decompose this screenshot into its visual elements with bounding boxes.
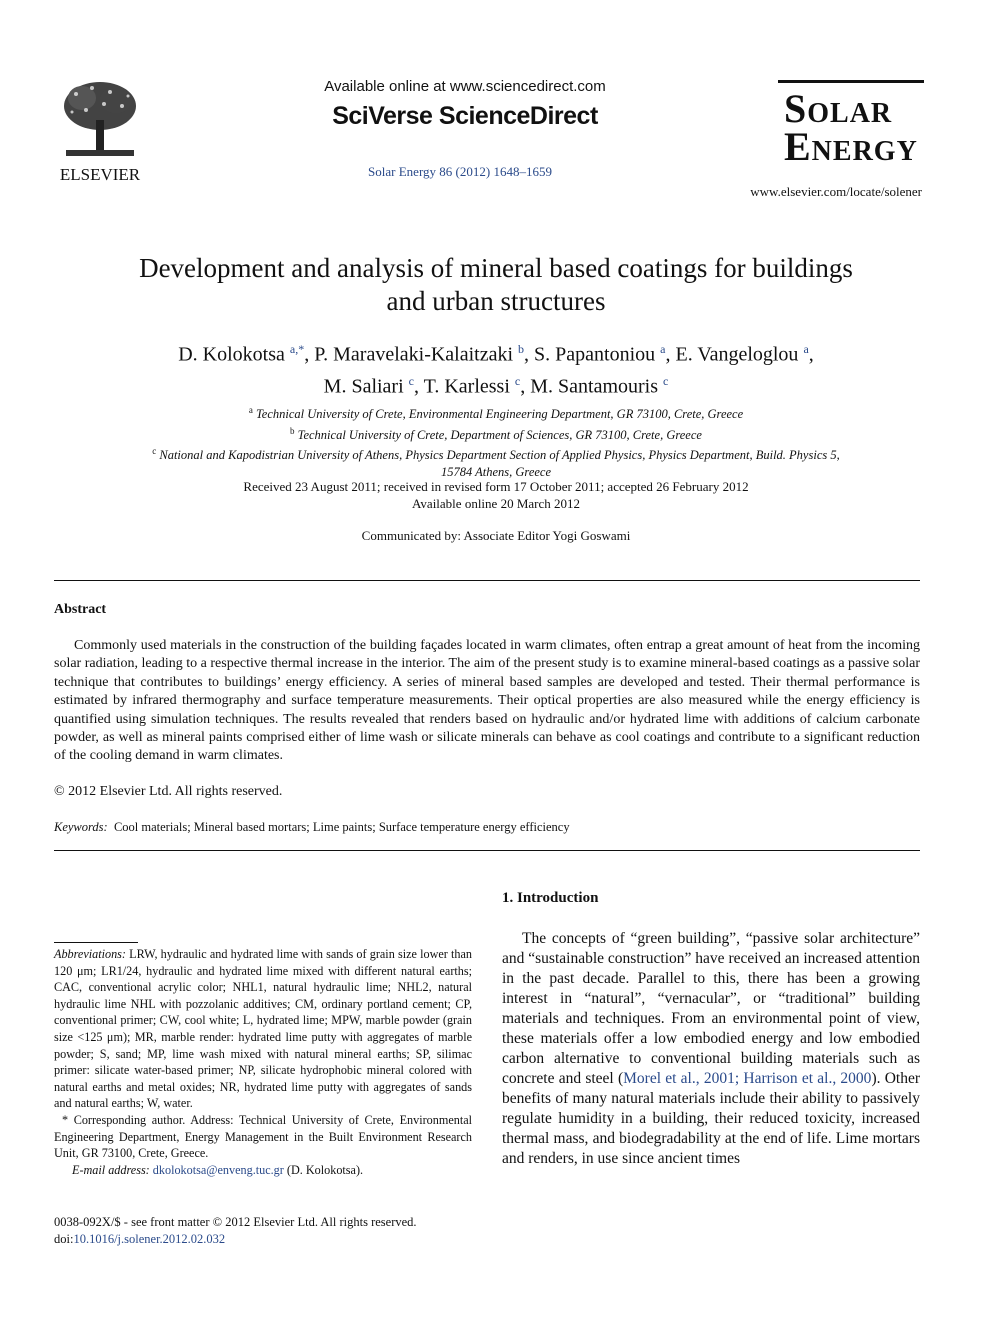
author-affil-sup[interactable]: b xyxy=(518,342,525,356)
email-link[interactable]: dkolokotsa@enveng.tuc.gr xyxy=(152,1162,284,1177)
email-note: E-mail address: dkolokotsa@enveng.tuc.gr (D. Kolokotsa). xyxy=(72,1162,364,1177)
keywords-label: Keywords: xyxy=(54,820,108,834)
author-name[interactable]: P. Maravelaki-Kalaitzaki xyxy=(314,343,514,366)
author-name[interactable]: S. Papantoniou xyxy=(534,343,656,366)
doi-link[interactable]: 10.1016/j.solener.2012.02.032 xyxy=(73,1231,226,1246)
sciencedirect-wordmark[interactable]: SciVerse ScienceDirect xyxy=(332,102,598,130)
author-affil-sup[interactable]: a,* xyxy=(289,342,305,356)
journal-url[interactable]: www.elsevier.com/locate/solener xyxy=(750,184,922,199)
author-affil-sup[interactable]: c xyxy=(514,373,521,388)
author-separator: , xyxy=(524,343,535,366)
author-name[interactable]: D. Kolokotsa xyxy=(178,343,285,366)
title-line-1: Development and analysis of mineral based coatings for buildings xyxy=(139,253,853,283)
journal-title-line2: Energy xyxy=(784,124,918,169)
affiliation-b: $^b$ Technical University of Crete, Department of Sciences, GR 73100, Crete, Greece xyxy=(290,425,702,442)
author-line-2 xyxy=(60,368,932,400)
abstract-text: Commonly used materials in the construction of the building façades located in warm climates, often entrap a great amount of heat from the incoming solar radiation, leading to a respective thermal increase in the interior. The aim of the present study is to examine mineral-based coatings as a passive solar technique that contributes to buildings’ energy efficiency. A series of mineral based samples are developed and tested. Their thermal performance is estimated by infrared thermography and surface temperature measurements. Their optical properties are also measured while the energy efficiency is quantified using simulation techniques. The results revealed that renders based on hydraulic and/or hydrated lime with additions of calcium carbonate powder, as well as mineral paints comprised either of lime wash or silicate minerals can behave as cool coatings and contribute to a significant reduction of the cooling demand in warm climates. xyxy=(54,638,920,764)
author-affil-sup[interactable]: a xyxy=(660,342,666,356)
available-online: Available online at www.sciencedirect.com xyxy=(324,78,606,95)
author-separator: , xyxy=(304,343,315,366)
affiliation-c-cont: 15784 Athens, Greece xyxy=(440,464,552,479)
author-affil-sup[interactable]: a xyxy=(803,342,809,356)
author-affil-sup[interactable]: c xyxy=(663,373,669,388)
section-heading-introduction: 1. Introduction xyxy=(502,890,599,906)
footnote-rule xyxy=(54,942,138,943)
available-date: Available online 20 March 2012 xyxy=(412,496,580,511)
author-name[interactable]: E. Vangeloglou xyxy=(675,343,799,366)
author-line-1 xyxy=(60,336,932,368)
title-line-2: and urban structures xyxy=(386,286,606,316)
divider-bottom xyxy=(54,850,920,851)
doi-line: doi:10.1016/j.solener.2012.02.032 xyxy=(54,1231,226,1246)
author-name[interactable]: M. Saliari xyxy=(323,375,404,398)
corresponding-author-note: * Corresponding author. Address: Technical University of Crete, Environmental Engineering Department, Energy Management in the Built Environment Research Unit, GR 73100, Crete, Greece. xyxy=(54,1112,472,1161)
article-title xyxy=(60,252,932,318)
article-history xyxy=(60,478,932,512)
abbreviations-note: Abbreviations: LRW, hydraulic and hydrated lime with sands of grain size lower than 120 μm; LR1/24, hydraulic and hydrated lime mixed with different natural earths; CAC, conventional acrylic color; NHL1, natural hydraulic lime; NHL2, natural hydraulic lime NHL with pozzolanic additives; CM, ordinary portland cement; CP, conventional primer; CW, cool white; L, hydrated lime; MPW, marble powder (grain size <125 μm); MR, marble render: hydrated lime putty with aggregates of marble powder; S, sand; MP, lime wash mixed with natural mineral earths; SP, silimac primer: silicate water-based primer; NP, silicate hydrophobic mineral colored with natural earths and metal oxides; NR, hydrated lime putty with aggregates of sands and natural earths; W, water. xyxy=(54,947,472,1111)
footnotes xyxy=(54,946,472,1178)
journal-citation-link[interactable]: Solar Energy 86 (2012) 1648–1659 xyxy=(368,164,552,179)
issn-doi xyxy=(54,1214,484,1247)
divider-top xyxy=(54,580,920,581)
author-name[interactable]: M. Santamouris xyxy=(530,375,659,398)
abstract-copyright: © 2012 Elsevier Ltd. All rights reserved. xyxy=(54,784,283,799)
elsevier-logo xyxy=(52,76,148,184)
communicated-by: Communicated by: Associate Editor Yogi Goswami xyxy=(361,528,631,543)
keywords xyxy=(54,820,570,835)
keywords-list: Cool materials; Mineral based mortars; Lime paints; Surface temperature energy efficiency xyxy=(113,820,570,834)
journal-title-line1: Solar xyxy=(784,86,893,131)
issn-line: 0038-092X/$ - see front matter © 2012 Elsevier Ltd. All rights reserved. xyxy=(54,1215,417,1229)
affiliation-a: $^a$ Technical University of Crete, Environmental Engineering Department, GR 73100, Crete, Greece xyxy=(248,405,744,422)
author-list xyxy=(60,336,932,399)
received-dates: Received 23 August 2011; received in revised form 17 October 2011; accepted 26 February 2012 xyxy=(243,479,749,494)
author-affil-sup[interactable]: c xyxy=(408,373,414,388)
author-separator: , xyxy=(413,375,424,398)
elsevier-wordmark: ELSEVIER xyxy=(59,165,141,184)
author-separator: , xyxy=(520,375,531,398)
affiliation-c: $^c$ National and Kapodistrian University of Athens, Physics Department Section of Applied Physics, Physics Department, Build. Physics 5, xyxy=(152,446,840,463)
elsevier-tree-icon xyxy=(52,76,148,184)
affiliations xyxy=(60,402,932,480)
introduction-text: The concepts of “green building”, “passive solar architecture” and “sustainable construction” have received an increased attention in the past decade. Parallel to this, there has been a growing interest in “natural”, “vernacular”, or “traditional” building materials and techniques. From an environmental point of view, these materials offer a low embodied energy and low embodied carbon alternative to conventional building materials such as concrete and steel (Morel et al., 2001; Harrison et al., 2000). Other benefits of many natural materials include their ability to passively regulate humidity in a building, their reduced toxicity, increased thermal mass, and biodegradability at the end of life. Lime mortars and renders, in use since ancient times xyxy=(502,930,920,1167)
reference-link[interactable]: Morel et al., 2001; Harrison et al., 2000 xyxy=(623,1070,872,1087)
author-separator: , xyxy=(665,343,676,366)
journal-title xyxy=(784,86,924,169)
author-separator: , xyxy=(808,343,814,366)
author-name[interactable]: T. Karlessi xyxy=(423,375,510,398)
abstract-heading: Abstract xyxy=(54,602,107,617)
